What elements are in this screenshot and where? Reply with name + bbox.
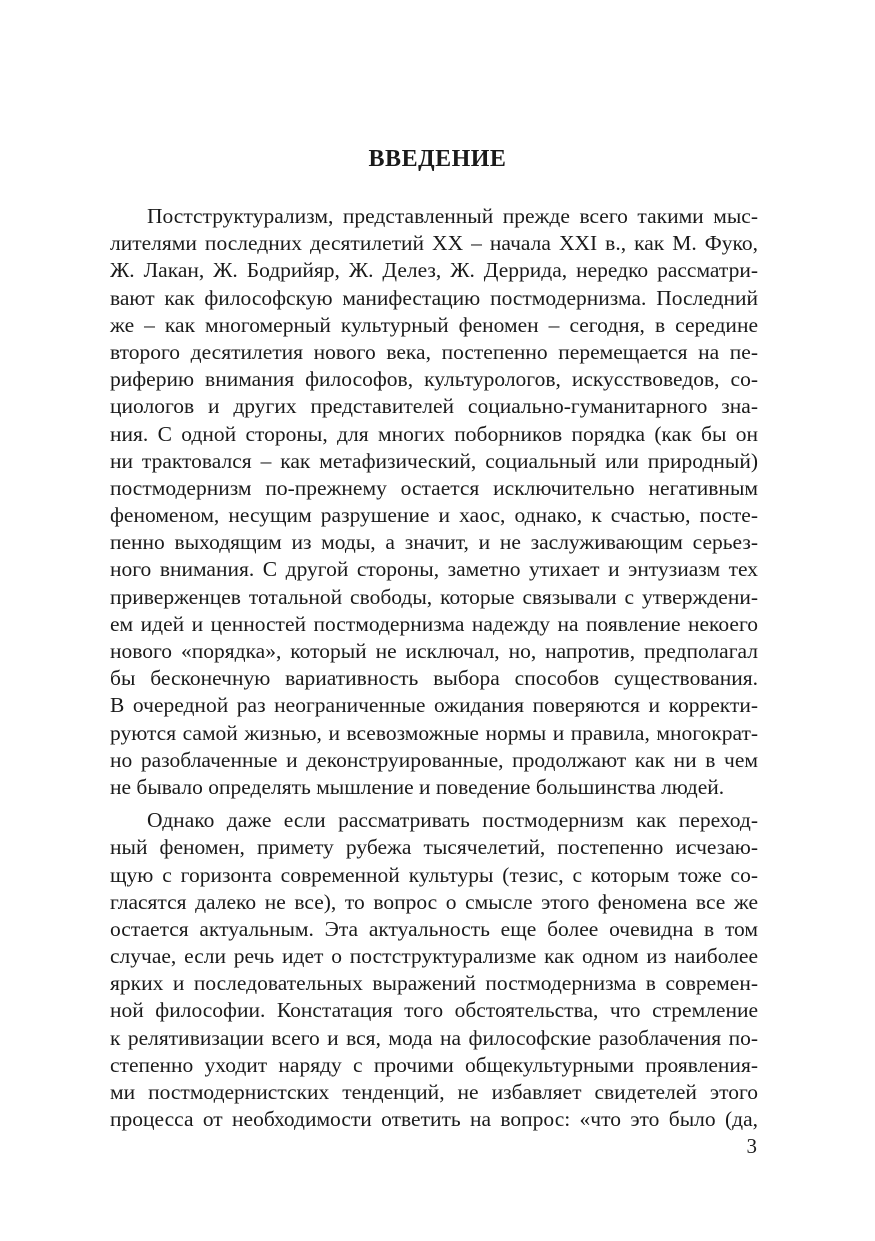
text-line: циологов и других представителей социально-гуманитарного зна- — [110, 394, 758, 419]
page-number: 3 — [746, 1134, 757, 1158]
text-line: ный феномен, примету рубежа тысячелетий, постепенно исчезаю- — [110, 835, 758, 860]
text-line: ми постмодернистских тенденций, не избавляет свидетелей этого — [110, 1080, 758, 1104]
text-line: лителями последних десятилетий XX – начала XXI в., как М. Фуко, — [110, 231, 758, 256]
text-line: Ж. Лакан, Ж. Бодрийяр, Ж. Делез, Ж. Деррида, нередко рассматри- — [110, 258, 758, 283]
text-line: постмодернизм по-прежнему остается исключительно негативным — [110, 475, 758, 500]
text-line: Постструктурализм, представленный прежде всего такими мыс- — [147, 204, 758, 228]
text-line: нового «порядка», который не исключал, но, напротив, предполагал — [110, 639, 758, 663]
text-line: же – как многомерный культурный феномен – сегодня, в середине — [110, 312, 758, 337]
body-text — [110, 203, 758, 1133]
text-line: В очередной раз неограниченные ожидания поверяются и корректи- — [110, 693, 758, 718]
text-line: ной философии. Констатация того обстоятельства, что стремление — [110, 998, 758, 1023]
text-line: ем идей и ценностей постмодернизма надежду на появление некоего — [110, 611, 758, 636]
text-line: ного внимания. С другой стороны, заметно утихает и энтузиазм тех — [110, 557, 758, 582]
text-line: руются самой жизнью, и всевозможные нормы и правила, многократ- — [110, 720, 758, 745]
text-line: случае, если речь идет о постструктурализме как одном из наиболее — [110, 944, 758, 969]
text-line: бы бесконечную вариативность выбора способов существования. — [110, 666, 758, 691]
text-line: щую с горизонта современной культуры (тезис, с которым тоже со- — [110, 862, 758, 887]
text-line: не бывало определять мышление и поведение большинства людей. — [110, 774, 725, 799]
text-line: остается актуальным. Эта актуальность еще более очевидна в том — [110, 916, 758, 941]
text-line: ярких и последовательных выражений постмодернизма в современ- — [110, 971, 758, 996]
paragraph — [110, 203, 758, 801]
text-line: ни трактовался – как метафизический, социальный или природный) — [110, 448, 758, 473]
text-line: процесса от необходимости ответить на вопрос: «что это было (да, — [110, 1107, 758, 1132]
text-line: риферию внимания философов, культурологов, искусствоведов, со- — [110, 367, 758, 392]
text-line: степенно уходит наряду с прочими общекультурными проявления- — [110, 1052, 758, 1077]
text-line: феноменом, несущим разрушение и хаос, однако, к счастью, посте- — [110, 503, 758, 528]
text-line: пенно выходящим из моды, а значит, и не заслуживающим серьез- — [110, 530, 758, 555]
text-line: Однако даже если рассматривать постмодернизм как переход- — [147, 808, 758, 833]
chapter-heading: ВВЕДЕНИЕ — [368, 146, 507, 172]
text-line: приверженцев тотальной свободы, которые связывали с утверждени- — [110, 584, 758, 609]
text-line: к релятивизации всего и вся, мода на философские разоблачения по- — [110, 1025, 758, 1050]
paragraph — [110, 807, 758, 1133]
text-line: ния. С одной стороны, для многих поборников порядка (как бы он — [110, 421, 758, 446]
text-line: вают как философскую манифестацию постмодернизма. Последний — [110, 285, 758, 310]
text-line: второго десятилетия нового века, постепенно перемещается на пе- — [110, 339, 758, 364]
text-line: гласятся далеко не все), то вопрос о смысле этого феномена все же — [110, 889, 758, 914]
text-line: но разоблаченные и деконструированные, продолжают как ни в чем — [110, 747, 758, 772]
